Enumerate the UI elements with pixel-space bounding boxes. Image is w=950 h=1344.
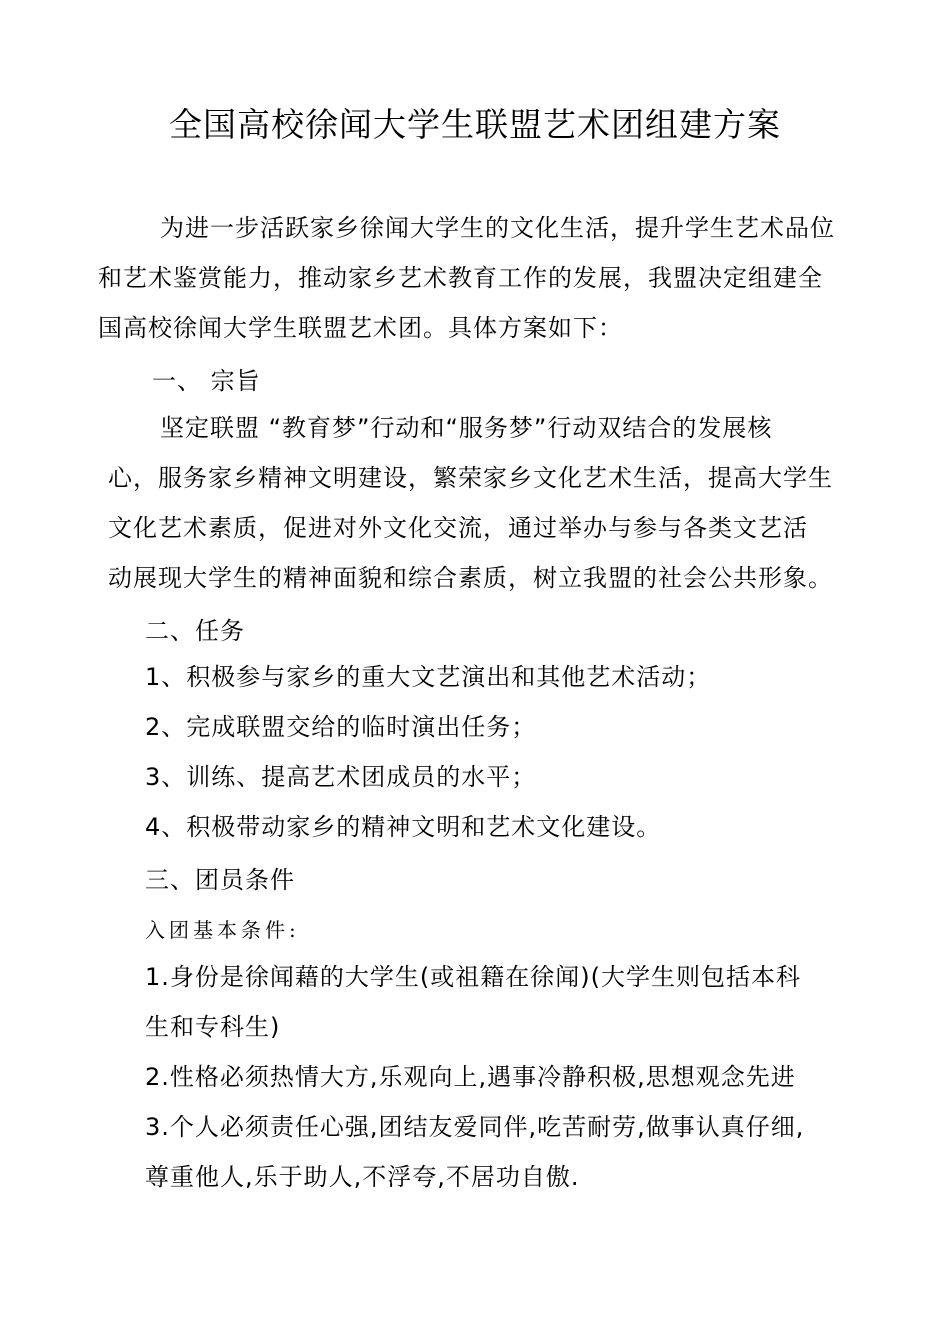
paragraph-line: 动展现大学生的精神面貌和综合素质，树立我盟的社会公共形象。 [108, 564, 833, 592]
list-item: 4、积极带动家乡的精神文明和艺术文化建设。 [145, 813, 662, 841]
document-title: 全国高校徐闻大学生联盟艺术团组建方案 [169, 105, 781, 144]
intro-line: 和艺术鉴赏能力，推动家乡艺术教育工作的发展，我盟决定组建全 [98, 264, 823, 292]
paragraph-line: 生和专科生) [145, 1013, 281, 1041]
paragraph-line: 3.个人必须责任心强,团结友爱同伴,吃苦耐劳,做事认真仔细, [145, 1113, 805, 1141]
paragraph-line: 文化艺术素质，促进对外文化交流，通过举办与参与各类文艺活 [108, 514, 808, 542]
section-heading: 一、 宗旨 [152, 367, 261, 395]
section-heading: 二、任务 [145, 617, 245, 645]
list-item: 3、训练、提高艺术团成员的水平； [145, 763, 537, 791]
intro-line: 国高校徐闻大学生联盟艺术团。具体方案如下： [98, 314, 623, 342]
paragraph-line: 尊重他人,乐于助人,不浮夸,不居功自傲. [145, 1163, 580, 1191]
section-heading: 三、团员条件 [145, 866, 295, 894]
list-item: 1、积极参与家乡的重大文艺演出和其他艺术活动； [145, 663, 712, 691]
intro-line: 为进一步活跃家乡徐闻大学生的文化生活，提升学生艺术品位 [160, 214, 835, 242]
list-item: 2、完成联盟交给的临时演出任务； [145, 713, 537, 741]
subheading: 入团基本条件: [145, 918, 300, 942]
paragraph-line: 1.身份是徐闻藉的大学生(或祖籍在徐闻)(大学生则包括本科 [145, 963, 801, 991]
paragraph-line: 心，服务家乡精神文明建设，繁荣家乡文化艺术生活，提高大学生 [108, 464, 833, 492]
paragraph-line: 2.性格必须热情大方,乐观向上,遇事冷静积极,思想观念先进 [145, 1063, 796, 1091]
paragraph-line: 坚定联盟 “教育梦”行动和“服务梦”行动双结合的发展核 [160, 414, 773, 442]
